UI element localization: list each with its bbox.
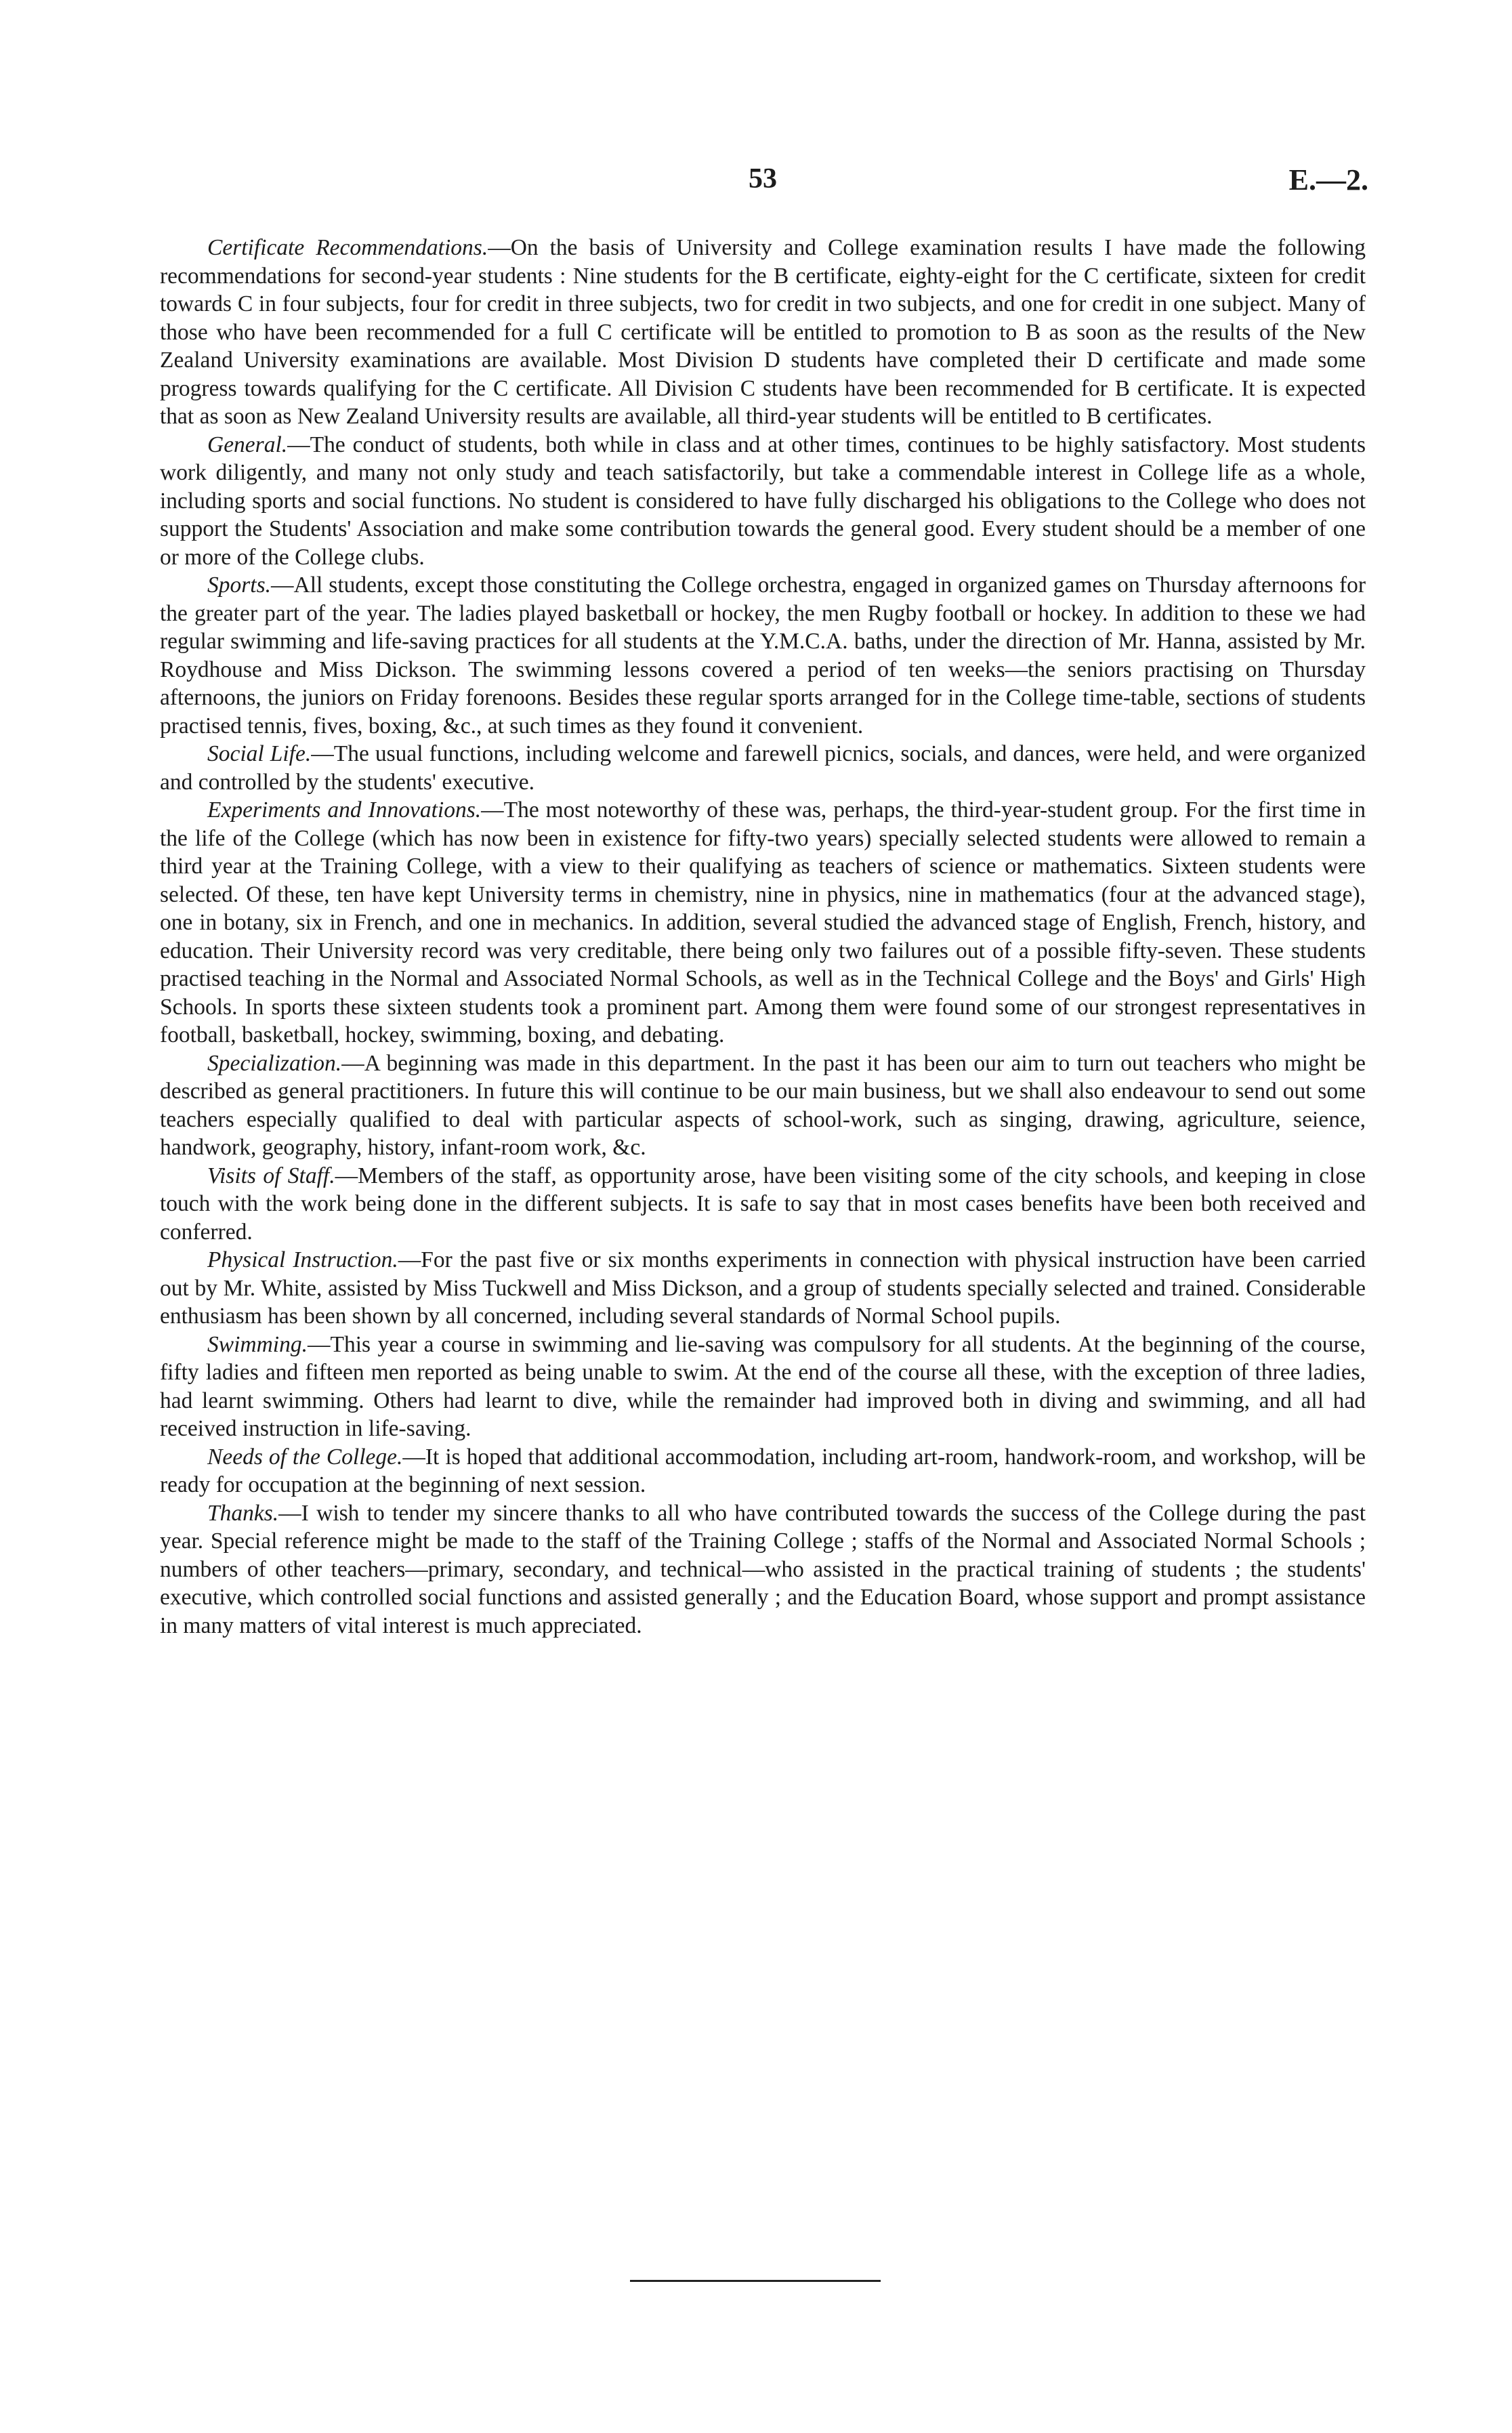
paragraph-text: —For the past five or six months experiments in connection with physical instruction have been carried out by Mr. White, assisted by Miss Tuckwell and Miss Dickson, and a group of students specially selected and trained. Considerable enthusiasm has been shown by all concerned, including several standards of Normal School pupils. — [160, 1247, 1366, 1329]
paragraph-text: —It is hoped that additional accommodation, including art-room, handwork-room, and workshop, will be ready for occupation at the beginning of next session. — [160, 1444, 1366, 1497]
paragraph-text: —On the basis of University and College examination results I have made the following recommendations for second-year students : Nine students for the B certificate, eighty-eight for the C certificate, sixteen for credit towards C in four subjects, four for credit in three subjects, two for credit in two subjects, and one for credit in one subject. Many of those who have been recommended for a full C certificate will be entitled to promotion to B as soon as the results of the New Zealand University examinations are available. Most Division D students have completed their D certificate and made some progress towards qualifying for the C certificate. All Division C students have been recommended for B certificate. It is expected that as soon as New Zealand University results are available, all third-year students will be entitled to B certificates. — [160, 235, 1366, 429]
paragraph-heading: Certificate Recommendations. — [207, 235, 488, 260]
paragraph-physical-instruction — [160, 1246, 1366, 1331]
paragraph-needs-of-college — [160, 1443, 1366, 1499]
paragraph-thanks — [160, 1499, 1366, 1640]
paragraph-heading: Needs of the College. — [207, 1444, 403, 1470]
page-header — [157, 163, 1368, 210]
paragraph-heading: Visits of Staff. — [207, 1163, 335, 1188]
paragraph-social-life — [160, 740, 1366, 796]
paragraph-swimming — [160, 1331, 1366, 1443]
paragraph-sports — [160, 571, 1366, 740]
paragraph-heading: Thanks. — [207, 1500, 279, 1526]
paragraph-text: —The most noteworthy of these was, perhaps, the third-year-student group. For the first time in the life of the College (which has now been in existence for fifty-two years) specially selected students were allowed to remain a third year at the Training College, with a view to their qualifying as teachers of science or mathematics. Sixteen students were selected. Of these, ten have kept University terms in chemistry, nine in physics, nine in mathematics (four at the advanced stage), one in botany, six in French, and one in mechanics. In addition, several studied the advanced stage of English, French, history, and education. Their University record was very creditable, there being only two failures out of a possible fifty-seven. These students practised teaching in the Normal and Associated Normal Schools, as well as in the Technical College and the Boys' and Girls' High Schools. In sports these sixteen students took a prominent part. Among them were found some of our strongest representatives in football, basketball, hockey, swimming, boxing, and debating. — [160, 797, 1366, 1047]
paragraph-heading: General. — [207, 432, 288, 457]
paragraph-text: —Members of the staff, as opportunity arose, have been visiting some of the city schools, and keeping in close touch with the work being done in the different subjects. It is safe to say that in most cases benefits have been both received and conferred. — [160, 1163, 1366, 1245]
paragraph-heading: Social Life. — [207, 741, 312, 766]
paragraph-text: —This year a course in swimming and lie-saving was compulsory for all students. At the beginning of the course, fifty ladies and fifteen men reported as being unable to swim. At the end of the course all these, with the exception of three ladies, had learnt swimming. Others had learnt to dive, while the remainder had improved both in diving and swimming, and all had received instruction in life-saving. — [160, 1331, 1366, 1441]
paragraph-heading: Sports. — [207, 573, 272, 598]
series-code: E.—2. — [1288, 163, 1368, 196]
page-number: 53 — [749, 163, 777, 194]
paragraph-heading: Specialization. — [207, 1050, 342, 1076]
body-text — [160, 234, 1366, 1640]
paragraph-text: —The conduct of students, both while in class and at other times, continues to be highly satisfactory. Most students work diligently, and many not only study and teach satisfactorily, but take a commendable interest in College life as a whole, including sports and social functions. No student is considered to have fully discharged his obligations to the College who does not support the Students' Association and make some contribution towards the general good. Every student should be a member of one or more of the College clubs. — [160, 432, 1366, 570]
paragraph-experiments-innovations — [160, 796, 1366, 1049]
closing-rule — [630, 2280, 881, 2282]
paragraph-general — [160, 431, 1366, 572]
paragraph-heading: Swimming. — [207, 1331, 308, 1357]
paragraph-certificate-recommendations — [160, 234, 1366, 431]
paragraph-specialization — [160, 1049, 1366, 1162]
paragraph-text: —All students, except those constituting the College orchestra, engaged in organized games on Thursday afternoons for the greater part of the year. The ladies played basketball or hockey, the men Rugby football or hockey. In addition to these we had regular swimming and life-saving practices for all students at the Y.M.C.A. baths, under the direction of Mr. Hanna, assisted by Mr. Roydhouse and Miss Dickson. The swimming lessons covered a period of ten weeks—the seniors practising on Thursday afternoons, the juniors on Friday forenoons. Besides these regular sports arranged for in the College time-table, sections of students practised tennis, fives, boxing, &c., at such times as they found it convenient. — [160, 573, 1366, 739]
paragraph-text: —I wish to tender my sincere thanks to all who have contributed towards the success of the College during the past year. Special reference might be made to the staff of the Training College ; staffs of the Normal and Associated Normal Schools ; numbers of other teachers—primary, secondary, and technical—who assisted in the practical training of students ; the students' executive, which controlled social functions and assisted generally ; and the Education Board, whose support and prompt assistance in many matters of vital interest is much appreciated. — [160, 1500, 1366, 1638]
paragraph-text: —A beginning was made in this department. In the past it has been our aim to turn out teachers who might be described as general practitioners. In future this will continue to be our main business, but we shall also endeavour to send out some teachers especially qualified to deal with particular aspects of school-work, such as singing, drawing, agriculture, seience, handwork, geography, history, infant-room work, &c. — [160, 1050, 1366, 1160]
paragraph-heading: Experiments and Innovations. — [207, 797, 482, 823]
paragraph-visits-of-staff — [160, 1162, 1366, 1247]
paragraph-heading: Physical Instruction. — [207, 1247, 398, 1272]
paragraph-text: —The usual functions, including welcome and farewell picnics, socials, and dances, were held, and were organized and controlled by the students' executive. — [160, 741, 1366, 795]
